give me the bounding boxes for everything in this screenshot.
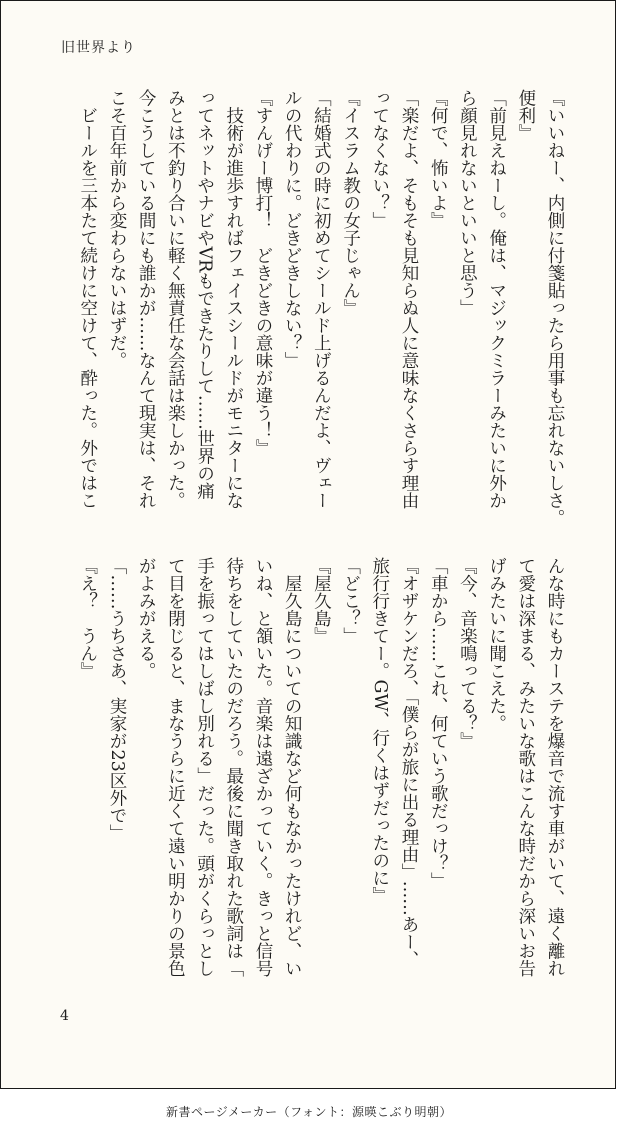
- page-number: 4: [60, 1008, 69, 1024]
- text-line: 『すんげー博打！ どきどきの意味が違う！』: [252, 89, 273, 457]
- text-line: 『イスラム教の女子じゃん』: [340, 89, 361, 317]
- text-line: いね、と頷いた。音楽は遠ざかっていく。きっと信号: [252, 557, 273, 977]
- text-line: 「前見えねーし。俺は、マジックミラーみたいに外か: [486, 89, 507, 509]
- text-line: 今こうしている間にも誰かが……なんて現実は、それ: [136, 89, 157, 509]
- text-block-top: [73, 89, 569, 547]
- text-line: ら顔見れないといいと思う」: [457, 89, 478, 317]
- footer-caption: 新書ページメーカー（フォント：源暎こぶり明朝）: [165, 1105, 453, 1119]
- text-line: 「車から……これ、何ていう歌だっけ？」: [428, 557, 449, 890]
- text-line: 屋久島についての知識など何もなかったけれど、い: [282, 557, 303, 977]
- text-line: 「楽だよ、そもそも見知らぬ人に意味なくさらす理由: [398, 89, 419, 509]
- text-line: 便利』: [515, 89, 536, 142]
- text-line: 『屋久島』: [311, 557, 332, 645]
- text-line: 「結婚式の時に初めてシールド上げるんだよ、ヴェー: [311, 89, 332, 509]
- text-line: 『今、音楽鳴ってる？』: [457, 557, 478, 750]
- text-line: 『え？ うん』: [77, 557, 98, 680]
- text-line: ってなくない？」: [369, 89, 390, 229]
- text-line: て愛は深まる、みたいな歌はこんな時だから深いお告: [515, 557, 536, 977]
- text-line: がよみがえる。: [136, 557, 157, 680]
- running-header: 旧世界より: [61, 40, 136, 56]
- text-line: て目を閉じると、まなうらに近くて遠い明かりの景色: [165, 557, 186, 977]
- text-line: 『オザケンだろ、「僕らが旅に出る理由」……あー、: [398, 557, 419, 969]
- text-line: 手を振ってはしばし別れる」だった。頭がくらっとし: [194, 557, 215, 977]
- text-block-bottom: [73, 557, 569, 1007]
- text-line: みとは不釣り合いに軽く無責任な会話は楽しかった。: [165, 89, 186, 509]
- text-line: ビールを三本たて続けに空けて、酔った。外ではこ: [77, 89, 98, 509]
- text-line: 『何で、怖いよ』: [428, 89, 449, 229]
- text-line: 技術が進歩すればフェイスシールドがモニターにな: [223, 89, 244, 509]
- text-line: 待ちをしていたのだろう。最後に聞き取れた歌詞は「: [223, 557, 244, 977]
- text-line: ルの代わりに。どきどきしない？」: [282, 89, 303, 369]
- text-line: ってネットやナビやVRもできたりして……世界の痛: [194, 89, 215, 500]
- text-line: 「……うちさあ、実家が23区外で」: [106, 557, 127, 842]
- text-line: こそ百年前から変わらないはずだ。: [106, 89, 127, 369]
- text-line: 『いいねー、内側に付箋貼ったら用事も忘れないしさ。: [545, 89, 565, 527]
- text-line: 「どこ？」: [340, 557, 361, 645]
- text-line: んな時にもカーステを爆音で流す車がいて、遠く離れ: [545, 557, 565, 977]
- text-line: 旅行行きてー。GW、行くはずだったのに』: [369, 557, 390, 904]
- text-line: げみたいに聞こえた。: [486, 557, 507, 732]
